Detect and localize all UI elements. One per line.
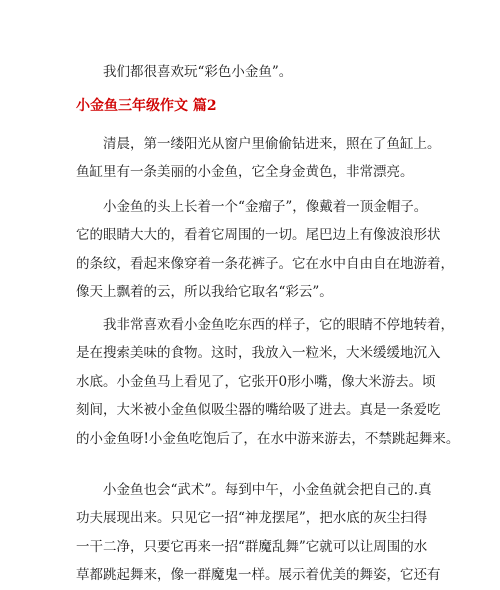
paragraph-3 xyxy=(76,311,460,453)
intro-paragraph xyxy=(76,58,436,86)
text-line: 是在搜索美味的食物。这时，我放入一粒米，大米缓缓地沉入 xyxy=(76,345,441,362)
text-line: 它的眼睛大大的，看着它周围的一切。尾巴边上有像波浪形状 xyxy=(76,227,441,244)
text-line: 功夫展现出来。只见它一招“神龙摆尾”，把水底的灰尘扫得 xyxy=(76,510,428,527)
text-line: 水底。小金鱼马上看见了，它张开0形小嘴，像大米游去。顷 xyxy=(76,373,436,390)
text-line: 的条纹，看起来像穿着一条花裤子。它在水中自由自在地游着， xyxy=(76,255,454,272)
text-line: 小金鱼也会“武术”。每到中午，小金鱼就会把自己的.真 xyxy=(103,482,432,498)
text-line: 我们都很喜欢玩“彩色小金鱼”。 xyxy=(103,64,293,80)
section-heading: 小金鱼三年级作文 篇2 xyxy=(76,98,217,114)
text-line: 一干二净，只要它再来一招“群魔乱舞”它就可以让周围的水 xyxy=(76,538,428,555)
text-line: 清晨，第一缕阳光从窗户里偷偷钻进来，照在了鱼缸上。 xyxy=(103,136,441,152)
text-line: 我非常喜欢看小金鱼吃东西的样子，它的眼睛不停地转着， xyxy=(103,317,454,333)
text-line: 小金鱼的头上长着一个“金瘤子”，像戴着一顶金帽子。 xyxy=(103,199,428,215)
paragraph-4 xyxy=(76,476,441,590)
paragraph-2 xyxy=(76,193,454,307)
paragraph-1 xyxy=(76,130,441,187)
text-line: 刻间，大米被小金鱼似吸尘器的嘴给吸了进去。真是一条爱吃 xyxy=(76,402,441,419)
text-line: 的小金鱼呀!小金鱼吃饱后了，在水中游来游去，不禁跳起舞来。 xyxy=(76,430,460,447)
text-line: 草都跳起舞来，像一群魔鬼一样。展示着优美的舞姿，它还有 xyxy=(76,567,441,584)
text-line: 鱼缸里有一条美丽的小金鱼，它全身金黄色，非常漂亮。 xyxy=(76,164,414,181)
text-line: 像天上飘着的云，所以我给它取名“彩云”。 xyxy=(76,284,333,301)
